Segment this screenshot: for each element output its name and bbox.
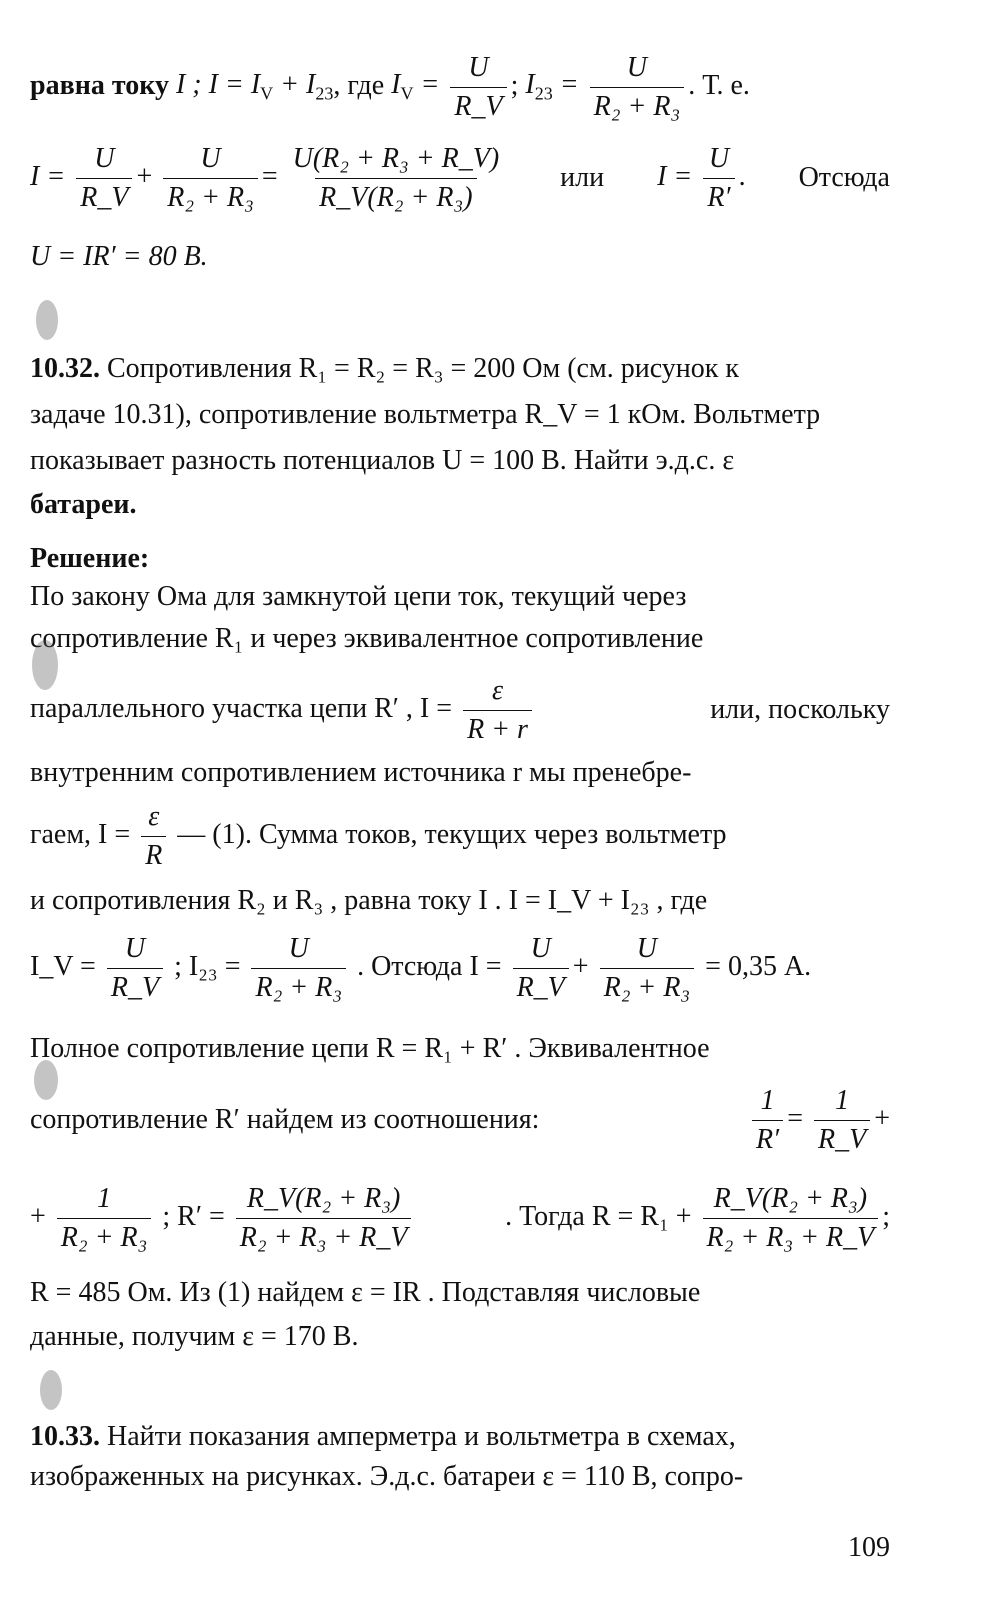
scan-artifact — [34, 1060, 58, 1100]
solution-line-1: По закону Ома для замкнутой цепи ток, текущий через — [30, 581, 687, 612]
solution-line-7: I_V = $\frac{U}{R\_V}$ ; I₂₃ = $\frac{U}{\text{R₂ + R₃}}$ . Отсюда I = $\frac{U}{R\_V}$ + $\frac{U}{\text{R₂ + R₃}}$ = 0,35 А. — [30, 933, 812, 1003]
solution-line-12: данные, получим ε = 170 В. — [30, 1321, 359, 1352]
fraction-u-rv: $\frac{U}{R\_V}$ — [107, 932, 163, 1005]
fraction-1-rv: $\frac{1}{R\_V}$ — [814, 1084, 870, 1157]
text-line-1: равна току I ; $I = I_V + I_{23}$, где $I_V$ = $\frac{U}{R\_V}$ ; $I_{23}$ = $\frac{U}{\text{R₂ + R₃}}$ . Т. е. — [30, 51, 750, 122]
problem-10-32-line-1: 10.32. Сопротивления R₁ = R₂ = R₃ = 200 Ом (см. рисунок к — [30, 353, 739, 384]
solution-line-10: + $\frac{1}{\text{R₂ + R₃}}$ ; R′ = $\frac{\text{R\_V(R₂ + R₃)}}{\text{R₂ + R₃ + R\_V}}$ . Тогда R = R₁ + $\frac{\text{R\_V(R₂ + R₃)}}{\text{R₂ + R₃ + R\_V}}$ ; — [30, 1182, 890, 1253]
fraction-1-rp: $\frac{1}{R'}$ — [752, 1084, 783, 1157]
fraction-u-r23: $\frac{U}{\text{R₂ + R₃}}$ — [600, 932, 695, 1005]
fraction-u-rv: $\frac{U}{R\_V}$ — [450, 51, 506, 124]
fraction-eps-rr: $\frac{\varepsilon}{R + r}$ — [463, 674, 532, 747]
problem-10-32-line-3: показывает разность потенциалов U = 100 В. Найти э.д.с. ε — [30, 445, 735, 476]
fraction-u-r23: $\frac{U}{\text{R₂ + R₃}}$ — [251, 932, 346, 1005]
fraction-u-r23: $\frac{U}{\text{R₂ + R₃}}$ — [163, 142, 258, 215]
text-line-2: I = $\frac{U}{R\_V}$ + $\frac{U}{\text{R₂ + R₃}}$ = $\frac{\text{U(R₂ + R₃ + R\_V)}}{\text{R\_V(R₂ + R₃)}}$ или I = $\frac{U}{R'}$ . Отсюда — [30, 142, 890, 213]
fraction-u-rprime: $\frac{U}{R'}$ — [703, 142, 734, 215]
fraction-eps-r: $\frac{\varepsilon}{R}$ — [141, 800, 166, 873]
solution-line-5: гаем, I = $\frac{\varepsilon}{R}$ — (1). Сумма токов, текущих через вольтметр — [30, 801, 727, 871]
solution-line-9: сопротивление R′ найдем из соотношения: $\frac{1}{R'}$ = $\frac{1}{R\_V}$ + — [30, 1084, 890, 1155]
fraction-rprime: $\frac{\text{R\_V(R₂ + R₃)}}{\text{R₂ + R₃ + R\_V}}$ — [236, 1182, 412, 1255]
solution-line-2: сопротивление R₁ и через эквивалентное сопротивление — [30, 623, 704, 654]
scan-artifact — [32, 640, 58, 690]
problem-10-33-line-2: изображенных на рисунках. Э.д.с. батареи ε = 110 В, сопро- — [30, 1461, 744, 1492]
fraction-big: $\frac{\text{U(R₂ + R₃ + R\_V)}}{\text{R\_V(R₂ + R₃)}}$ — [292, 142, 500, 213]
solution-line-8: Полное сопротивление цепи R = R₁ + R′ . Эквивалентное — [30, 1033, 710, 1064]
text-line-3: U = IR′ = 80 В. — [30, 241, 208, 272]
scan-artifact — [36, 300, 58, 340]
solution-line-4: внутренним сопротивлением источника r мы пренебре- — [30, 757, 692, 788]
problem-10-33-line-1: 10.33. Найти показания амперметра и вольтметра в схемах, — [30, 1421, 736, 1452]
fraction-rprime-2: $\frac{\text{R\_V(R₂ + R₃)}}{\text{R₂ + R₃ + R\_V}}$ — [703, 1182, 879, 1255]
fraction-1-r23: $\frac{1}{\text{R₂ + R₃}}$ — [57, 1182, 152, 1255]
solution-line-11: R = 485 Ом. Из (1) найдем ε = IR . Подставляя числовые — [30, 1277, 701, 1308]
problem-10-32-line-4: батареи. — [30, 489, 137, 520]
page-number: 109 — [848, 1532, 890, 1563]
solution-heading: Решение: — [30, 543, 150, 574]
fraction-u-r23: $\frac{U}{\text{R₂ + R₃}}$ — [590, 51, 685, 124]
problem-10-32-line-2: задаче 10.31), сопротивление вольтметра R_V = 1 кОм. Вольтметр — [30, 399, 821, 430]
solution-line-3: параллельного участка цепи R′ , I = $\frac{\varepsilon}{R + r}$ или, поскольку — [30, 674, 890, 745]
fraction-u-rv: $\frac{U}{R\_V}$ — [76, 142, 132, 215]
scan-artifact — [40, 1370, 62, 1410]
text: равна току — [30, 69, 169, 101]
fraction-u-rv: $\frac{U}{R\_V}$ — [513, 932, 569, 1005]
solution-line-6: и сопротивления R₂ и R₃ , равна току I . I = I_V + I₂₃ , где — [30, 885, 708, 916]
